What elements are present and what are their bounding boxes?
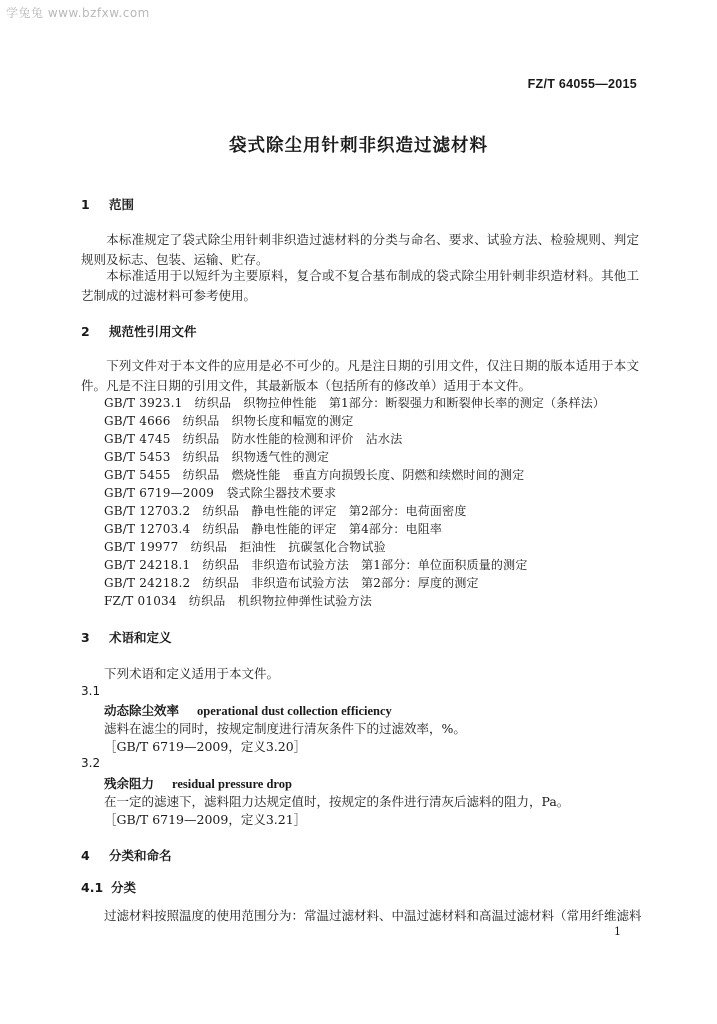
- reference-item: GB/T 5453 纺织品 织物透气性的测定: [104, 450, 330, 464]
- section-title: 规范性引用文件: [109, 324, 197, 339]
- paragraph-text: 本标准规定了袋式除尘用针刺非织造过滤材料的分类与命名、要求、试验方法、检验规则、判定规则及标志、包装、运输、贮存。: [81, 232, 639, 267]
- term-chinese: 动态除尘效率: [104, 703, 180, 718]
- paragraph-text: 下列文件对于本文件的应用是必不可少的。凡是注日期的引用文件，仅注日期的版本适用于本文件。凡是不注日期的引用文件，其最新版本（包括所有的修改单）适用于本文件。: [81, 358, 639, 393]
- paragraph: [81, 230, 639, 270]
- term-english: operational dust collection efficiency: [197, 704, 392, 718]
- reference-item: GB/T 24218.1 纺织品 非织造布试验方法 第1部分：单位面积质量的测定: [104, 558, 528, 572]
- term-number: 3.2: [81, 756, 101, 770]
- paragraph: [81, 266, 639, 306]
- section-title: 范围: [109, 197, 135, 212]
- section-title: 分类和命名: [109, 848, 172, 863]
- page-number: 1: [614, 925, 621, 938]
- section-number: 3: [81, 630, 90, 645]
- reference-item: GB/T 24218.2 纺织品 非织造布试验方法 第2部分：厚度的测定: [104, 576, 479, 590]
- term-definition: 滤料在滤尘的同时，按规定制度进行清灰条件下的过滤效率，%。: [104, 721, 466, 736]
- section-1-heading: [81, 195, 134, 213]
- section-3-heading: [81, 628, 172, 646]
- section-number: 4: [81, 848, 90, 863]
- standard-code: FZ/T 64055—2015: [527, 77, 637, 91]
- paragraph-text: 过滤材料按照温度的使用范围分为：常温过滤材料、中温过滤材料和高温过滤材料（常用纤维滤料: [104, 908, 642, 923]
- reference-item: GB/T 4745 纺织品 防水性能的检测和评价 沾水法: [104, 432, 403, 446]
- subsection-4-1-heading: [81, 878, 136, 896]
- section-title: 术语和定义: [109, 630, 172, 645]
- term-heading: [104, 774, 292, 792]
- term-english: residual pressure drop: [172, 777, 292, 791]
- paragraph-text: 本标准适用于以短纤为主要原料，复合或不复合基布制成的袋式除尘用针刺非织造材料。其他工艺制成的过滤材料可参考使用。: [81, 268, 639, 303]
- term-source: ［GB/T 6719—2009，定义3.21］: [104, 812, 307, 827]
- term-heading: [104, 701, 392, 719]
- reference-item: GB/T 4666 纺织品 织物长度和幅宽的测定: [104, 414, 354, 428]
- reference-item: GB/T 5455 纺织品 燃烧性能 垂直方向损毁长度、阴燃和续燃时间的测定: [104, 468, 525, 482]
- section-number: 2: [81, 324, 90, 339]
- section-2-heading: [81, 322, 197, 340]
- term-chinese: 残余阻力: [104, 776, 155, 791]
- watermark: 学兔兔 www.bzfxw.com: [6, 6, 150, 20]
- term-source: ［GB/T 6719—2009，定义3.20］: [104, 739, 307, 754]
- reference-item: GB/T 3923.1 纺织品 织物拉伸性能 第1部分：断裂强力和断裂伸长率的测定（条样法）: [104, 396, 606, 410]
- reference-item: GB/T 19977 纺织品 拒油性 抗碳氢化合物试验: [104, 540, 386, 554]
- reference-item: GB/T 6719—2009 袋式除尘器技术要求: [104, 486, 337, 500]
- section-number: 1: [81, 197, 90, 212]
- document-title: 袋式除尘用针刺非织造过滤材料: [229, 136, 488, 156]
- subsection-title: 分类: [111, 880, 137, 895]
- reference-item: GB/T 12703.4 纺织品 静电性能的评定 第4部分：电阻率: [104, 522, 443, 536]
- subsection-number: 4.1: [81, 880, 104, 895]
- paragraph: [81, 356, 639, 396]
- paragraph-text: 下列术语和定义适用于本文件。: [104, 666, 280, 681]
- term-definition: 在一定的滤速下，滤料阻力达规定值时，按规定的条件进行清灰后滤料的阻力，Pa。: [104, 794, 570, 809]
- reference-item: GB/T 12703.2 纺织品 静电性能的评定 第2部分：电荷面密度: [104, 504, 467, 518]
- section-4-heading: [81, 846, 172, 864]
- term-number: 3.1: [81, 684, 101, 698]
- reference-item: FZ/T 01034 纺织品 机织物拉伸弹性试验方法: [104, 594, 372, 608]
